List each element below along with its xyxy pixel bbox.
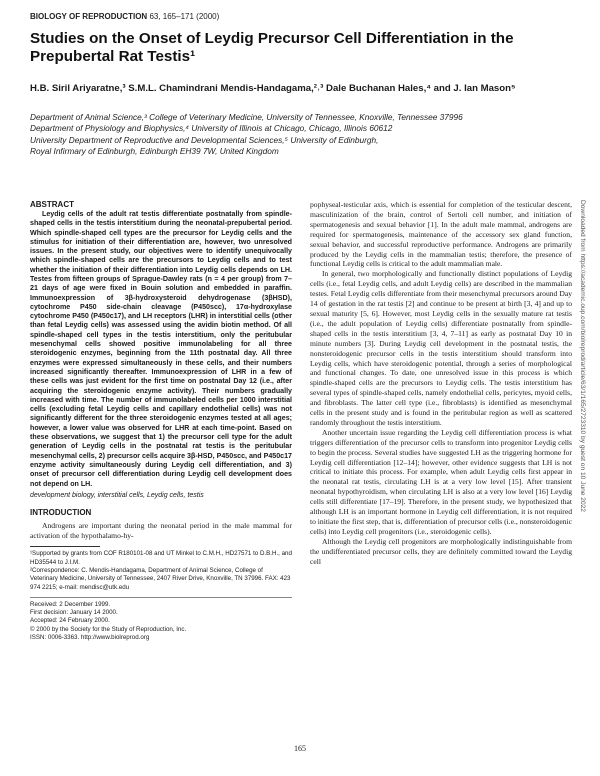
copyright-line: © 2000 by the Society for the Study of Reproduction, Inc. — [30, 625, 187, 633]
affiliation-line: University Department of Reproductive and Developmental Sciences,⁵ University of Edinburgh, — [30, 134, 379, 145]
body-paragraph: Although the Leydig cell progenitors are morphologically indistinguishable from the undifferentiated precursor cells, they are definitely committed toward the Leydig cell — [310, 536, 572, 566]
right-column — [310, 200, 572, 567]
body-paragraph: In general, two morphologically and functionally distinct populations of Leydig cells (i.e., fetal Leydig cells, and adult Leydig cells) are described in the mammalian testes. Fetal Leydig cells differentiate from their mesenchymal precursors around Day 14 of gestation in the rat testis [2] and continue to be present at birth [3, 4] and up to sexual maturity [5, 6]. However, most Leydig cells in the sexually mature rat testis (i.e., the adult population of Leydig cells) differentiate postnatally from spindle-shaped cells in the testis interstitium [3, 4, 7–11] as early as postnatal Day 10 in minute numbers [3]. During Leydig cell development in the postnatal testis, the nonsteroidogenic precursor cells in the testis interstitium should transform into Leydig cells, which have steroidogenic potential, through a series of morphological and functional changes. To date, one unresolved issue in this process is which spindle-shaped cells are the precursors to Leydig cells. The testis interstitium has several types of spindle-shaped cells, namely endothelial cells, pericytes, myoid cells, and fibroblasts. The latter cell type (i.e., fibroblasts) is identified as mesenchymal cells in the present study and is found in the peritubular region as well as scattered randomly throughout the testis interstitium. — [310, 269, 572, 427]
affiliation-line: Department of Animal Science,³ College of Veterinary Medicine, University of Tennessee, Knoxville, Tennessee 37996 — [30, 112, 463, 122]
footnote: ¹Supported by grants from COF R180101-08 and UT Minkel to C.M.H., HD27571 to D.B.H., and HD35544 to J.I.M. — [30, 550, 292, 566]
download-watermark — [578, 200, 588, 640]
author-list: H.B. Siril Ariyaratne,³ S.M.L. Chamindrani Mendis-Handagama,²˒³ Dale Buchanan Hales,⁴ and J. Ian Mason⁵ — [30, 83, 516, 94]
affiliations — [30, 112, 570, 157]
affiliation-line: Department of Physiology and Biophysics,⁴ University of Illinois at Chicago, Chicago, Illinois 60612 — [30, 123, 393, 134]
article-title: Studies on the Onset of Leydig Precursor Cell Differentiation in the Prepubertal Rat Testis¹ — [30, 30, 514, 65]
body-paragraph: Another uncertain issue regarding the Leydig cell differentiation process is what triggers differentiation of the precursor cells to transform into progenitor Leydig cells to begin the process. Several studies have suggested LH as the triggering hormone for Leydig cell differentiation [12–14]; however, other evidence suggests that LH is not critical to initiate this process. For example, when adult Leydig cells first appear in the neonatal rat testis, circulating LH is at a very low level [15]. After transient neonatal hypothyroidism, when circulating LH is also at a very low level [16] Leydig cells still differentiate [17–19]. Therefore, in the present study, we hypothesized that although LH is an important hormone in Leydig cell differentiation, it is not required to initiate the first step, that is, differentiation of precursor cells (i.e., nonsteroidogenic cells) into Leydig cell progenitors (i.e., steroidogenic cells). — [310, 427, 572, 536]
keywords: development biology, interstitial cells, Leydig cells, testis — [30, 491, 204, 499]
abstract-heading: ABSTRACT — [30, 200, 74, 209]
journal-citation: 63, 165–171 (2000) — [149, 12, 220, 21]
running-header — [30, 12, 219, 21]
date-line: Accepted: 24 February 2000. — [30, 617, 110, 625]
footnote: ²Correspondence: C. Mendis-Handagama, Department of Animal Science, College of Veterinary Medicine, University of Tennessee, 2407 River Drive, Knoxville, TN 37996. FAX: 423 974 2215; e-mail: mendisc@utk.edu — [30, 567, 291, 591]
date-line: First decision: January 14 2000. — [30, 609, 118, 617]
issn-line: ISSN: 0006-3363. http://www.biolreprod.org — [30, 633, 150, 641]
download-notice: Downloaded from https://academic.oup.com/biolreprod/article/63/1/165/2723310 by guest on 10 June 2022 — [579, 200, 586, 512]
abstract-text: Leydig cells of the adult rat testis differentiate postnatally from spindle-shaped cells in the testis interstitium during the neonatal-prepubertal period. Which spindle-shaped cell types are the precursor for Leydig cells and the stimulus for initiation of their differentiation are, however, two unresolved issues. In the present study, our objectives were to identify unequivocally which spindle-shaped cells are the precursors to Leydig cells and to test whether the initiation of their differentiation into Leydig cells depends on LH. Testes from fifteen groups of Sprague-Dawley rats (n = 4 per group) from 7–21 days of age were fixed in Bouin solution and embedded in paraffin. Immunoexpression of 3β-hydroxysteroid dehydrogenase (3βHSD), cytochrome P450 side-chain cleavage (P450scc), 17α-hydroxylase cytochrome P450 (P450c17), and LH receptors (LHR) in interstitial cells (other than fetal Leydig cells) was assessed using the avidin biotin method. Of all spindle-shaped cell types in the testis interstitium, only the peritubular mesenchymal cells showed positive immunolabeling for all three steroidogenic enzymes, beginning from the 11th postnatal day. All three enzymes were expressed simultaneously in these cells, and their numbers increased significantly thereafter. Immunoexpression of LHR in a few of these cells was just evident for the first time on postnatal Day 12 (i.e., after acquiring the steroidogenic enzyme activity). Their numbers gradually increased with time. The number of immunolabeled cells per 1000 interstitial cells (excluding fetal Leydig cells and capillary endothelial cells) was not significantly different for the three steroidogenic enzymes tested at all ages; however, a lower value was observed for LHR at each time-point. Based on these observations, we suggest that 1) the precursor cell type for the adult generation of Leydig cells in the postnatal rat testis is the peritubular mesenchymal cells, 2) precursor cells acquire 3β-HSD, P450scc, and P450c17 enzyme activity simultaneously during Leydig cell differentiation, and 3) onset of precursor cell differentiation during Leydig cell development does not depend on LH. — [30, 209, 292, 488]
footnote-rule — [30, 546, 100, 547]
introduction-heading: INTRODUCTION — [30, 507, 92, 517]
affiliation-line: Royal Infirmary of Edinburgh, Edinburgh EH39 7W, United Kingdom — [30, 145, 279, 156]
article-dates — [30, 601, 292, 642]
dates-rule — [30, 597, 292, 598]
page-number: 165 — [294, 744, 306, 753]
date-line: Received: 2 December 1999. — [30, 600, 111, 608]
body-paragraph: Androgens are important during the neonatal period in the male mammal for activation of the hypothalamo-hy- — [30, 520, 292, 540]
body-paragraph: pophyseal-testicular axis, which is essential for completion of the testicular descent, masculinization of the brain, control of Sertoli cell number, and initiation of spermatogenesis and sexual behavior [1]. In the adult male mammal, androgens are required for spermatogenesis, maintenance of the accessory sex gland function, sexual behavior, and successful reproductive performance. Androgens are primarily produced by the Leydig cells in the mammalian testis; therefore, the presence of functional Leydig cells is critical to the adult mammalian male. — [310, 200, 572, 269]
left-column — [30, 200, 292, 642]
journal-name: BIOLOGY OF REPRODUCTION — [30, 12, 148, 21]
